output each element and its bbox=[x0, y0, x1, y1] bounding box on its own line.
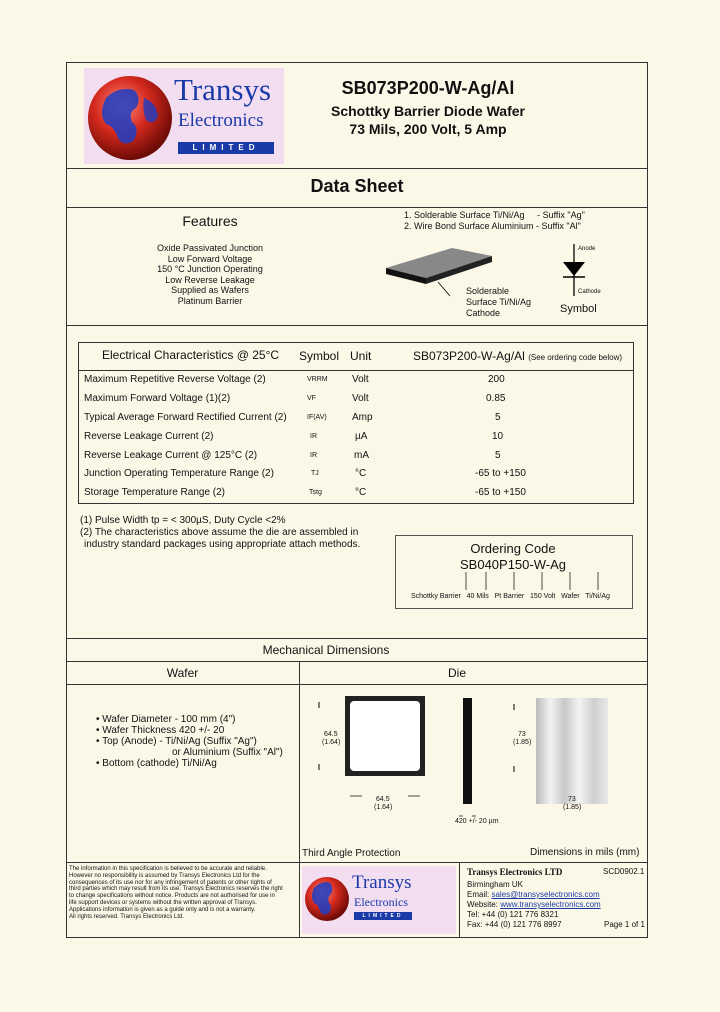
company-city: Birmingham UK bbox=[467, 880, 524, 889]
list-item: Supplied as Wafers bbox=[171, 285, 249, 295]
row-value: 10 bbox=[492, 431, 504, 442]
row-unit: °C bbox=[355, 487, 367, 498]
list-item: or Aluminium (Suffix "Al") bbox=[172, 747, 283, 758]
row-param: Maximum Repetitive Reverse Voltage (2) bbox=[84, 374, 266, 385]
die2-dim-horizontal-mm: (1.85) bbox=[563, 804, 582, 811]
row-symbol: VRRM bbox=[307, 376, 328, 383]
option-2: 2. Wire Bond Surface Aluminium - Suffix "Al" bbox=[404, 221, 581, 231]
note-3: industry standard packages using appropriate attach methods. bbox=[84, 539, 361, 550]
footer-logo-tag: LIMITED bbox=[354, 912, 412, 920]
ordering-code-pointers bbox=[430, 572, 620, 592]
die-metallization-view bbox=[504, 696, 616, 812]
list-item: • Bottom (cathode) Ti/Ni/Ag bbox=[96, 758, 217, 769]
die-dim-vertical: 64.5 bbox=[324, 731, 338, 738]
footer-logo-name: Transys bbox=[352, 872, 412, 893]
row-symbol: IF(AV) bbox=[307, 414, 327, 421]
divider bbox=[66, 207, 648, 208]
divider bbox=[299, 862, 300, 938]
row-unit: mA bbox=[354, 450, 369, 461]
die2-dim-horizontal: 73 bbox=[568, 796, 576, 803]
table-row bbox=[84, 371, 630, 389]
company-logo bbox=[84, 68, 284, 164]
table-row bbox=[84, 465, 630, 483]
product-title: Schottky Barrier Diode Wafer bbox=[331, 103, 525, 119]
table-row bbox=[84, 428, 630, 446]
row-param: Storage Temperature Range (2) bbox=[84, 487, 226, 498]
list-item: 150 °C Junction Operating bbox=[157, 264, 263, 274]
logo-name: Transys bbox=[174, 72, 272, 107]
row-value: 5 bbox=[495, 412, 501, 423]
table-row bbox=[84, 484, 630, 502]
die-thickness: 420 +/- 20 µm bbox=[455, 818, 499, 825]
part-number: SB073P200-W-Ag/Al bbox=[341, 78, 515, 98]
footer-logo-subtitle: Electronics bbox=[354, 895, 408, 909]
features-list bbox=[130, 243, 290, 306]
list-item: Low Forward Voltage bbox=[167, 253, 253, 264]
row-param: Junction Operating Temperature Range (2) bbox=[84, 468, 274, 479]
row-value: 200 bbox=[488, 374, 505, 385]
die-dim-vertical-mm: (1.64) bbox=[322, 739, 341, 746]
divider bbox=[299, 661, 300, 862]
document-ref: SCD0902.1 bbox=[603, 867, 645, 876]
ordering-parts: Schottky Barrier 40 Mils Pt Barrier 150 Volt Wafer Ti/Ni/Ag bbox=[411, 593, 610, 600]
die-side-view bbox=[455, 696, 485, 826]
page-number: Page 1 of 1 bbox=[604, 920, 645, 929]
row-value: -65 to +150 bbox=[475, 487, 526, 498]
anode-label: Anode bbox=[578, 246, 596, 252]
product-specs: 73 Mils, 200 Volt, 5 Amp bbox=[349, 121, 507, 137]
disclaimer: The information in this specification is believed to be accurate and reliable. However no responsibility is assumed by Transys Electronics Ltd for the consequences of its use nor for any infringement of patents or other rights of third parties which may result from its use. Transys Electronics reserves the right to change specifications without notice. Products are not authorised for use in life support devices or systems without the written approval of Transys. Applications information is given as a guide only and is not a warranty. All rights reserved. Transys Electronics Ltd. bbox=[69, 866, 283, 920]
footer-logo bbox=[302, 866, 456, 934]
option-1: 1. Solderable Surface Ti/Ni/Ag - Suffix "Ag" bbox=[404, 210, 585, 220]
mechanical-heading: Mechanical Dimensions bbox=[262, 643, 390, 657]
company-fax: Fax: +44 (0) 121 776 8997 bbox=[467, 920, 562, 929]
list-item: Oxide Passivated Junction bbox=[156, 243, 264, 253]
table-header-part: SB073P200-W-Ag/Al (See ordering code below) bbox=[413, 349, 623, 363]
solderable-label: Solderable Surface Ti/Ni/Ag Cathode bbox=[466, 286, 532, 318]
table-header-unit: Unit bbox=[350, 349, 372, 363]
website-link[interactable]: www.transyselectronics.com bbox=[500, 900, 601, 909]
wafer-spec-list bbox=[96, 714, 283, 769]
dimensions-note: Dimensions in mils (mm) bbox=[530, 847, 640, 858]
row-unit: Amp bbox=[352, 412, 373, 423]
ordering-heading: Ordering Code bbox=[470, 541, 556, 556]
row-symbol: IR bbox=[310, 452, 317, 459]
row-symbol: TJ bbox=[311, 470, 319, 477]
projection-note: Third Angle Protection bbox=[302, 848, 401, 859]
symbol-caption: Symbol bbox=[560, 303, 597, 315]
row-unit: Volt bbox=[352, 393, 369, 404]
divider bbox=[66, 638, 648, 639]
list-item: • Wafer Thickness 420 +/- 20 bbox=[96, 725, 225, 736]
divider bbox=[459, 862, 460, 938]
table-row bbox=[84, 409, 630, 427]
note-1: (1) Pulse Width tp = < 300µS, Duty Cycle <2% bbox=[80, 515, 286, 526]
table-row bbox=[84, 390, 630, 408]
features-heading: Features bbox=[182, 213, 238, 229]
company-tel: Tel: +44 (0) 121 776 8321 bbox=[467, 910, 559, 919]
row-symbol: IR bbox=[310, 433, 317, 440]
die2-dim-vertical: 73 bbox=[518, 731, 526, 738]
divider bbox=[66, 168, 648, 169]
divider bbox=[66, 684, 648, 685]
list-item: • Top (Anode) - Ti/Ni/Ag (Suffix "Ag") bbox=[96, 736, 257, 747]
list-item: • Wafer Diameter - 100 mm (4") bbox=[96, 714, 236, 725]
table-row bbox=[84, 447, 630, 465]
row-param: Maximum Forward Voltage (1)(2) bbox=[84, 393, 231, 404]
row-param: Reverse Leakage Current @ 125°C (2) bbox=[84, 450, 258, 461]
table-header-symbol: Symbol bbox=[299, 349, 340, 363]
die2-dim-vertical-mm: (1.85) bbox=[513, 739, 532, 746]
table-header-param: Electrical Characteristics @ 25°C bbox=[102, 348, 280, 362]
row-symbol: VF bbox=[307, 395, 316, 402]
list-item: Platinum Barrier bbox=[177, 295, 243, 306]
row-unit: Volt bbox=[352, 374, 369, 385]
die-top-view bbox=[310, 696, 430, 816]
company-website: Website: www.transyselectronics.com bbox=[467, 900, 601, 909]
row-param: Reverse Leakage Current (2) bbox=[84, 431, 214, 442]
note-2: (2) The characteristics above assume the die are assembled in bbox=[80, 527, 359, 538]
ordering-code: SB040P150-W-Ag bbox=[460, 557, 566, 572]
row-unit: °C bbox=[355, 468, 367, 479]
wafer-heading: Wafer bbox=[166, 666, 199, 680]
die-dim-horizontal: 64.5 bbox=[376, 796, 390, 803]
company-email: Email: sales@transyselectronics.com bbox=[467, 890, 600, 899]
die-heading: Die bbox=[447, 666, 466, 680]
logo-tag: LIMITED bbox=[178, 142, 274, 154]
document-title: Data Sheet bbox=[310, 176, 404, 196]
row-value: 0.85 bbox=[486, 393, 506, 404]
divider bbox=[66, 661, 648, 662]
row-value: -65 to +150 bbox=[475, 468, 526, 479]
row-unit: µA bbox=[355, 431, 368, 442]
logo-subtitle: Electronics bbox=[178, 110, 264, 131]
row-symbol: Tstg bbox=[309, 489, 322, 496]
row-param: Typical Average Forward Rectified Current (2) bbox=[84, 412, 287, 423]
email-link[interactable]: sales@transyselectronics.com bbox=[491, 890, 600, 899]
divider bbox=[66, 862, 648, 863]
company-name: Transys Electronics LTD bbox=[467, 867, 563, 877]
die-dim-horizontal-mm: (1.64) bbox=[374, 804, 393, 811]
cathode-label: Cathode bbox=[578, 289, 601, 295]
list-item: Low Reverse Leakage bbox=[165, 274, 255, 285]
divider bbox=[66, 325, 648, 326]
row-value: 5 bbox=[495, 450, 501, 461]
